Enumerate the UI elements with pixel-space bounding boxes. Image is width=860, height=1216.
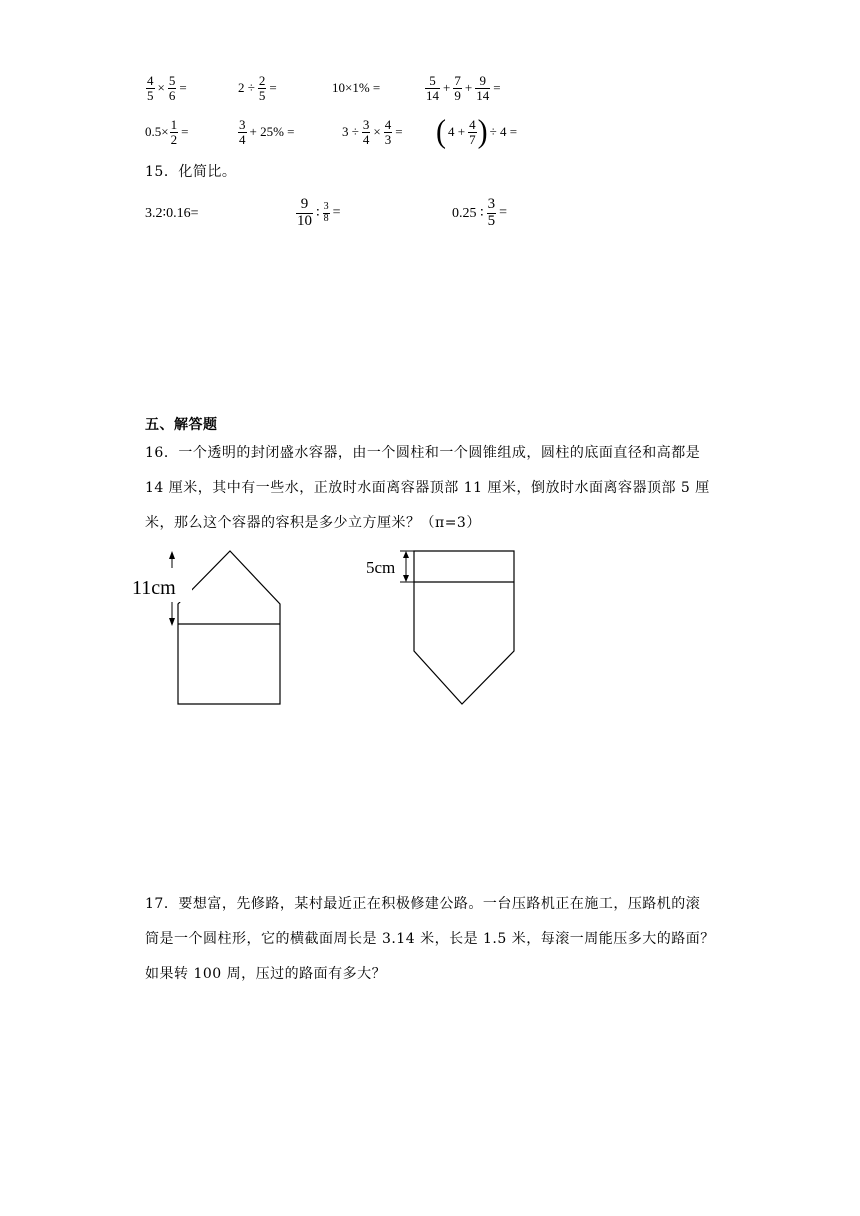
denominator: 14 [476,87,490,103]
expression-text: 10×1% = [332,80,381,95]
expression-text: 2 ÷ [238,80,255,95]
question-15-label: 15．化简比。 [145,164,237,180]
numerator: 2 [258,72,266,88]
question-17-line-3: 如果转 100 周，压过的路面有多大？ [145,966,387,982]
denominator: 14 [426,87,439,103]
equals-sign: = [395,124,403,139]
numerator: 4 [147,72,154,88]
expression-text: 3 ÷ [342,124,359,139]
fraction [425,74,440,102]
ratio-colon: ∶ [316,205,320,221]
denominator: 9 [454,87,461,103]
numerator: 9 [300,195,309,212]
operator: × [157,80,165,95]
left-paren: ( [436,113,446,150]
ratio-expression: 0.25 ∶ [452,205,484,221]
container-inverted-figure [360,540,530,715]
numerator: 3 [362,116,370,132]
calc-item [424,68,503,108]
fraction [323,202,330,224]
ratio-item [450,191,509,235]
fraction [146,74,155,102]
numerator: 5 [429,72,436,88]
fraction [487,197,497,230]
equals-sign: = [493,80,501,95]
fraction [296,197,313,230]
equals-sign: = [332,205,341,220]
operator: + [443,80,451,95]
denominator: 3 [384,131,392,147]
question-16-line-3: 米，那么这个容器的容积是多少立方厘米？（π=3） [145,515,481,531]
denominator: 4 [239,131,246,147]
container-outline [414,551,514,704]
fraction [468,118,477,146]
calc-item [332,68,380,108]
calc-item [340,112,405,152]
denominator: 8 [323,212,329,224]
numerator: 1 [170,116,178,132]
fraction [168,74,177,102]
fraction [384,118,393,146]
fraction [258,74,267,102]
fraction [238,118,247,146]
container-outline [178,551,280,704]
calc-item [237,112,297,152]
expression-text: + 25% = [249,124,295,139]
calc-row-2 [145,112,190,152]
operator: × [373,124,381,139]
ratio-item [145,193,199,233]
ratio-expression: 3.2∶0.16= [145,205,199,221]
container-upright-figure [130,540,290,720]
fraction [475,74,490,102]
arrow-up-icon [403,551,409,558]
numerator: 4 [469,116,476,132]
denominator: 2 [170,131,178,147]
fraction [170,118,179,146]
numerator: 9 [479,72,486,88]
expression-text: ÷ 4 = [489,124,518,139]
equals-sign: = [179,80,187,95]
numerator: 3 [487,195,496,212]
denominator: 5 [147,87,154,103]
dimension-label: 5cm [366,558,396,577]
numerator: 3 [323,201,329,212]
numerator: 3 [239,116,246,132]
calc-item [236,68,279,108]
fraction [362,118,371,146]
question-17-line-1: 17．要想富，先修路，某村最近正在积极修建公路。一台压路机正在施工，压路机的滚 [145,896,701,912]
denominator: 5 [258,87,266,103]
expression-text: 4 + [448,124,466,139]
denominator: 5 [487,212,496,229]
fraction [453,74,462,102]
numerator: 5 [168,72,176,88]
equals-sign: = [499,205,508,220]
arrow-down-icon [403,575,409,582]
numerator: 4 [384,116,392,132]
question-16-line-2: 14 厘米，其中有一些水，正放时水面离容器顶部 11 厘米，倒放时水面离容器顶部 5 厘 [145,480,710,496]
numerator: 7 [454,72,461,88]
denominator: 7 [469,131,476,147]
calc-item [436,112,519,152]
calc-row-1 [145,68,189,108]
expression-text: 0.5× [145,124,169,139]
question-16-line-1: 16．一个透明的封闭盛水容器，由一个圆柱和一个圆锥组成，圆柱的底面直径和高都是 [145,445,701,461]
ratio-item [295,191,343,235]
dimension-label: 11cm [132,577,176,599]
section-heading: 五、解答题 [145,417,218,433]
right-paren: ) [477,113,488,150]
denominator: 4 [362,131,370,147]
denominator: 6 [168,87,176,103]
equals-sign: = [269,80,277,95]
denominator: 10 [297,212,312,229]
equals-sign: = [181,124,189,139]
question-17-line-2: 筒是一个圆柱形，它的横截面周长是 3.14 米，长是 1.5 米，每滚一周能压多大的路面？ [145,931,715,947]
operator: + [464,80,473,95]
